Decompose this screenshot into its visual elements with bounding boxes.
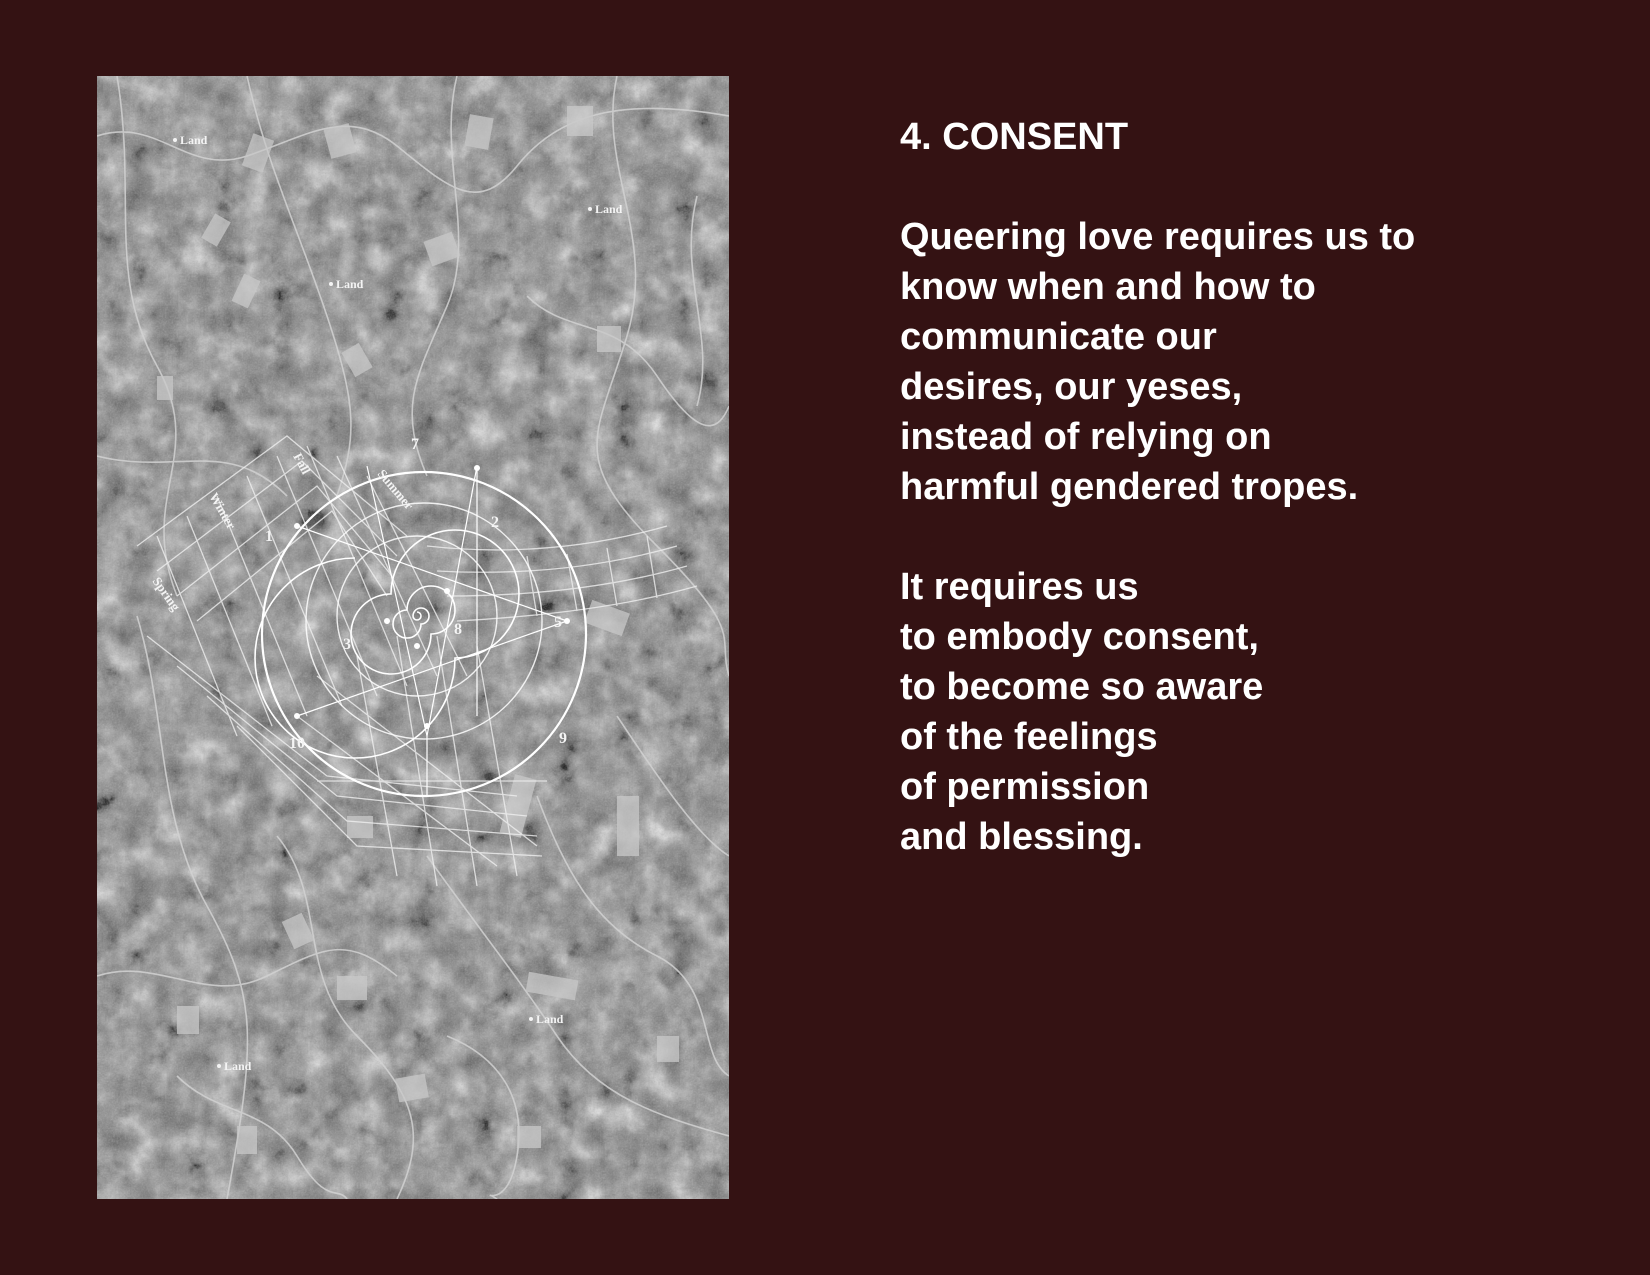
diagram-number: 7 [411,436,419,453]
text-line: and blessing. [900,816,1143,858]
text-line: know when and how to [900,266,1316,308]
text-line: instead of relying on [900,416,1272,458]
text-line: harmful gendered tropes. [900,466,1359,508]
text-line: of permission [900,766,1150,808]
land-label: Land [536,1012,564,1026]
diagram-number: 1 [265,528,273,545]
paragraph-1 [900,212,1600,512]
diagram-number: 8 [454,621,462,638]
land-label: Land [595,202,623,216]
diagram-number: 2 [491,514,499,531]
text-line: desires, our yeses, [900,366,1243,408]
aerial-map-image [97,76,729,1199]
land-label: Land [336,277,364,291]
season-label-spring: Spring [149,574,184,614]
text-line: of the feelings [900,716,1158,758]
slide-title: 4. CONSENT [900,116,1129,158]
text-line: to become so aware [900,666,1264,708]
diagram-number: 9 [559,730,567,747]
text-line: to embody consent, [900,616,1259,658]
diagram-number: 3 [343,636,351,653]
season-label-winter: Winter [206,490,240,532]
season-label-summer: Summer [374,466,417,513]
land-label: Land [180,133,208,147]
diagram-number: 5 [554,614,562,631]
slide-text [900,112,1600,912]
aerial-map-drawing [97,76,729,1199]
text-line: communicate our [900,316,1217,358]
diagram-number: 10 [289,735,305,752]
land-label: Land [224,1059,252,1073]
text-line: Queering love requires us to [900,216,1416,258]
season-label-fall: Fall [290,450,314,477]
text-line: It requires us [900,566,1139,608]
paragraph-2 [900,562,1600,862]
